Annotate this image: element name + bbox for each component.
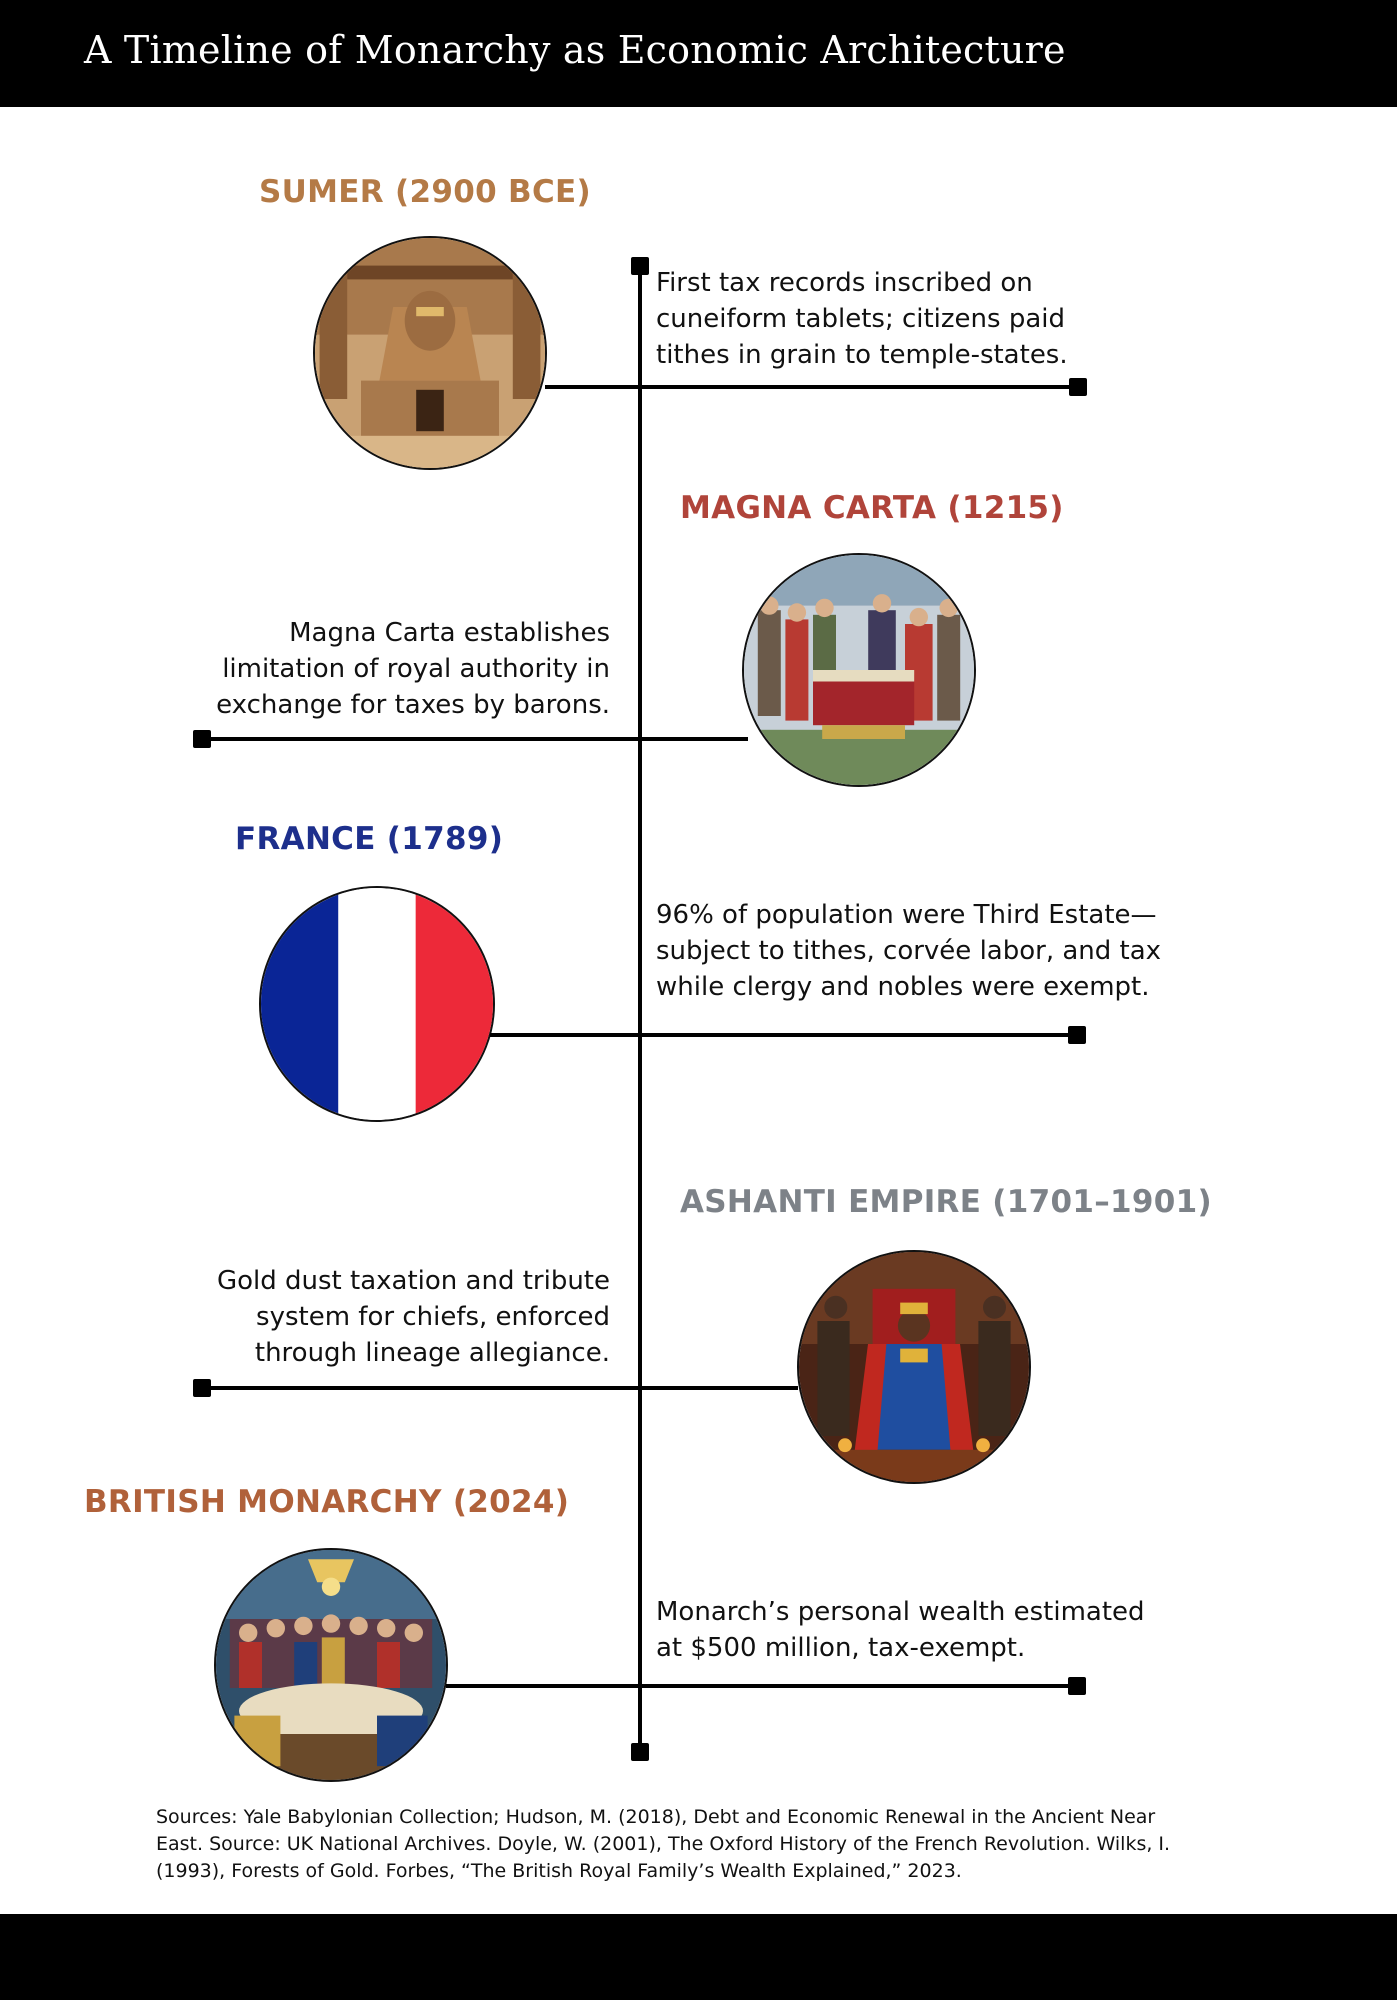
event-title-ashanti: ASHANTI EMPIRE (1701–1901) bbox=[680, 1184, 1212, 1220]
magna-carta-image bbox=[742, 553, 976, 787]
event-title-france: FRANCE (1789) bbox=[235, 821, 504, 857]
flag-stripe-blue bbox=[261, 888, 338, 1120]
connector-end-sumer bbox=[1069, 378, 1087, 396]
event-title-magna-carta: MAGNA CARTA (1215) bbox=[680, 490, 1064, 526]
flag-stripe-white bbox=[338, 888, 415, 1120]
event-text-magna-carta: Magna Carta establishes limitation of royal authority in exchange for taxes by barons. bbox=[216, 618, 610, 720]
event-title-british-monarchy: BRITISH MONARCHY (2024) bbox=[84, 1484, 570, 1520]
sources-note: Sources: Yale Babylonian Collection; Hudson, M. (2018), Debt and Economic Renewal in the Ancient Near East. Source: UK National Archives. Doyle, W. (2001), The Oxford History of the French Revolution. Wilks, I. (1993), Forests of Gold. Forbes, “The British Royal Family’s Wealth Explained,” 2023. bbox=[156, 1806, 1171, 1882]
timeline-spine bbox=[638, 265, 642, 1753]
british-monarchy-image bbox=[214, 1548, 448, 1782]
event-text-sumer: First tax records inscribed on cuneiform tablets; citizens paid tithes in grain to temple-states. bbox=[656, 268, 1068, 370]
connector-british-monarchy bbox=[446, 1684, 1077, 1688]
event-text-ashanti: Gold dust taxation and tribute system for chiefs, enforced through lineage allegiance. bbox=[216, 1266, 610, 1368]
connector-end-magna-carta bbox=[193, 730, 211, 748]
connector-ashanti bbox=[203, 1386, 798, 1390]
timeline-bottom-marker bbox=[631, 1743, 649, 1761]
page-title: A Timeline of Monarchy as Economic Architecture bbox=[84, 28, 1066, 72]
flag-stripe-red bbox=[416, 888, 493, 1120]
sumer-image bbox=[313, 236, 547, 470]
footer-bar bbox=[0, 1914, 1397, 2000]
french-flag-image bbox=[259, 886, 495, 1122]
connector-end-ashanti bbox=[193, 1379, 211, 1397]
ashanti-image bbox=[797, 1250, 1031, 1484]
connector-sumer bbox=[545, 385, 1077, 389]
event-title-sumer: SUMER (2900 BCE) bbox=[259, 174, 591, 210]
connector-end-france bbox=[1068, 1026, 1086, 1044]
timeline-top-marker bbox=[631, 257, 649, 275]
connector-france bbox=[490, 1033, 1077, 1037]
connector-magna-carta bbox=[203, 737, 748, 741]
header-bar bbox=[0, 0, 1397, 107]
connector-end-british-monarchy bbox=[1068, 1677, 1086, 1695]
event-text-france: 96% of population were Third Estate—subject to tithes, corvée labor, and tax while clergy and nobles were exempt. bbox=[656, 900, 1162, 1002]
event-text-british-monarchy: Monarch’s personal wealth estimated at $500 million, tax-exempt. bbox=[656, 1597, 1145, 1663]
